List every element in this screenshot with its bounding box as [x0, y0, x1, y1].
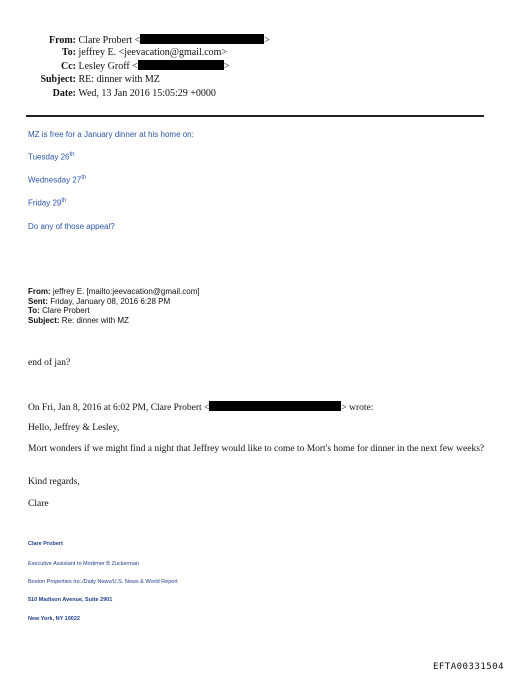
date-label: Date: [52, 88, 76, 99]
header-subject-row [16, 74, 160, 86]
subject-label: Subject: [40, 74, 76, 85]
quote-name: Clare [28, 499, 49, 509]
quote-greeting: Hello, Jeffrey & Lesley, [28, 423, 120, 433]
to-value: jeffrey E. <jeevacation@gmail.com> [78, 47, 228, 58]
fwd-from-row: From: jeffrey E. [mailto:jeevacation@gmail.com] [28, 287, 200, 296]
reply-date-3: Friday 29th [28, 198, 67, 208]
reply-question: Do any of those appeal? [28, 222, 115, 231]
from-label: From: [48, 35, 76, 46]
header-divider [26, 115, 484, 117]
forwarded-header [28, 287, 200, 325]
to-label: To: [61, 47, 76, 58]
subject-value: RE: dinner with MZ [78, 74, 160, 85]
reply-date-2: Wednesday 27th [28, 175, 87, 185]
quote-text: Mort wonders if we might find a night that Jeffrey would like to come to Mort's home for dinner in the next few weeks? [28, 444, 485, 454]
quote-intro: On Fri, Jan 8, 2016 at 6:02 PM, Clare Probert < > wrote: [28, 403, 374, 413]
header-cc-row [16, 60, 229, 73]
signature-name: Clare Probert [28, 541, 63, 547]
signature-address: 510 Madison Avenue, Suite 2901 [28, 597, 113, 603]
fwd-subject-row: Subject: Re: dinner with MZ [28, 315, 129, 325]
header-to-row [16, 47, 227, 59]
fwd-sent-row: Sent: Friday, January 08, 2016 6:28 PM [28, 296, 171, 306]
document-id: EFTA00331504 [432, 662, 504, 672]
redaction-bar [140, 34, 264, 44]
signature-city: New York, NY 10022 [28, 616, 80, 622]
signature-company: Boston Properties Inc./Daily News/U.S. News & World Report [28, 579, 178, 585]
header-date-row [16, 88, 216, 100]
reply-date-1: Tuesday 26th [28, 152, 75, 162]
reply-line: MZ is free for a January dinner at his home on: [28, 130, 194, 139]
cc-tail: > [223, 61, 230, 72]
redaction-bar [209, 401, 341, 411]
cc-value: Lesley Groff < [78, 61, 138, 72]
cc-label: Cc: [61, 61, 76, 72]
signature-title: Executive Assistant to Mortimer B Zuckerman [28, 561, 139, 567]
redaction-bar [138, 60, 224, 70]
body-text: end of jan? [28, 358, 71, 368]
from-value: Clare Probert < [78, 35, 141, 46]
date-value: Wed, 13 Jan 2016 15:05:29 +0000 [78, 88, 216, 99]
from-tail: > [264, 35, 270, 46]
header-from-row [16, 34, 270, 47]
quote-regards: Kind regards, [28, 477, 80, 487]
fwd-to-row: To: Clare Probert [28, 306, 90, 315]
